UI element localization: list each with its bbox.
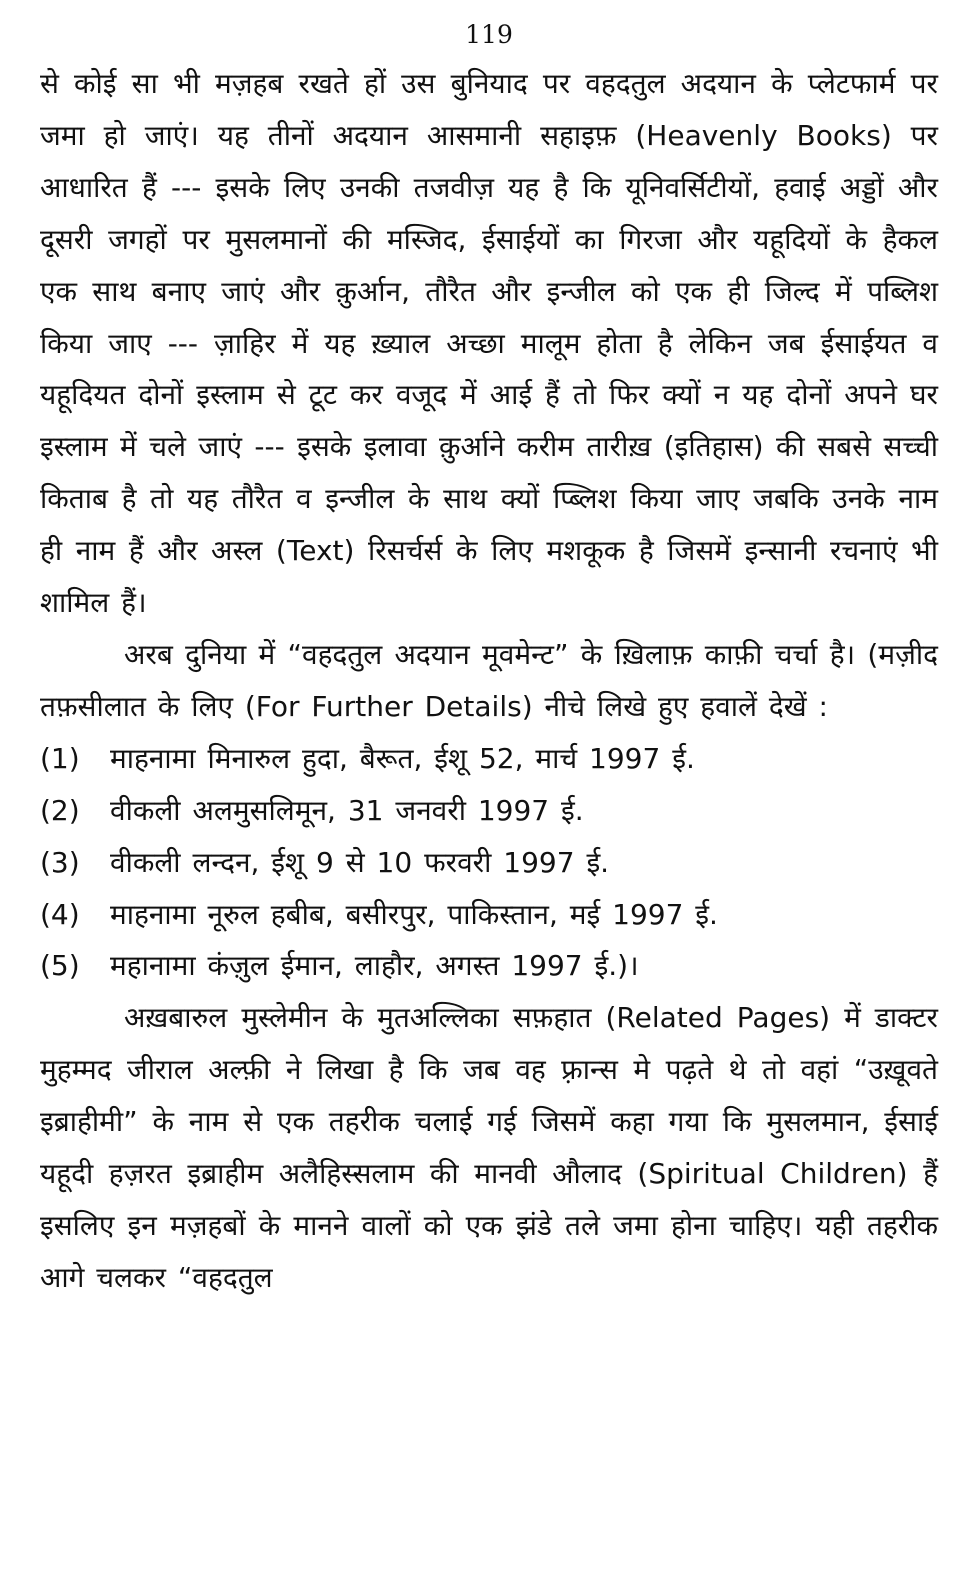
reference-item [40,785,938,837]
reference-item [40,940,938,992]
reference-item [40,837,938,889]
reference-number: (2) [40,793,80,827]
reference-text: वीकली अलमुसलिमून, 31 जनवरी 1997 ई. [110,793,584,827]
reference-text: माहनामा नूरुल हबीब, बसीरपुर, पाकिस्तान, मई 1997 ई. [110,897,718,931]
paragraph-arab-world: अरब दुनिया में “वहदतुल अदयान मूवमेन्ट” के ख़िलाफ़ काफ़ी चर्चा है। (मज़ीद तफ़सीलात के लिए (For Further Details) नीचे लिखे हुए हवालें देखें : [40,637,938,723]
page-number: 119 [465,20,513,49]
reference-number: (4) [40,897,80,931]
reference-list [40,733,938,993]
reference-number: (5) [40,949,80,983]
reference-item [40,733,938,785]
paragraph-akhbarul-muslimeen: अख़बारुल मुस्लेमीन के मुतअल्लिका सफ़हात (Related Pages) में डाक्टर मुहम्मद जीराल अल्फ़ी ने लिखा है कि जब वह फ़्रान्स मे पढ़ते थे तो वहां “उख़ूवते इब्राहीमी” के नाम से एक तहरीक चलाई गई जिसमें कहा गया कि मुसलमान, ईसाई यहूदी हज़रत इब्राहीम अलैहिस्सलाम की मानवी औलाद (Spiritual Children) हैं इसलिए इन मज़हबों के मानने वालों को एक झंडे तले जमा होना चाहिए। यही तहरीक आगे चलकर “वहदतुल [40,1001,938,1294]
reference-number: (1) [40,741,80,775]
reference-number: (3) [40,845,80,879]
paragraph-continuation: से कोई सा भी मज़हब रखते हों उस बुनियाद पर वहदतुल अदयान के प्लेटफार्म पर जमा हो जाएं। यह तीनों अदयान आसमानी सहाइफ़ (Heavenly Books) पर आधारित हैं --- इसके लिए उनकी तजवीज़ यह है कि यूनिवर्सिटीयों, हवाई अड्डों और दूसरी जगहों पर मुसलमानों की मस्जिद, ईसाईयों का गिरजा और यहूदियों के हैकल एक साथ बनाए जाएं और क़ुर्आन, तौरैत और इन्जील को एक ही जिल्द में पब्लिश किया जाए --- ज़ाहिर में यह ख़्याल अच्छा मालूम होता है लेकिन जब ईसाईयत व यहूदियत दोनों इस्लाम से टूट कर वजूद में आई हैं तो फिर क्यों न यह दोनों अपने घर इस्लाम में चले जाएं --- इसके इलावा क़ुर्आने करीम तारीख़ (इतिहास) की सबसे सच्ची किताब है तो यह तौरैत व इन्जील के साथ क्यों प्ब्लिश किया जाए जबकि उनके नाम ही नाम हैं और अस्ल (Text) रिसर्चर्स के लिए मशकूक है जिसमें इन्सानी रचनाएं भी शामिल हैं। [40,67,938,620]
reference-item [40,889,938,941]
reference-text: माहनामा मिनारुल हुदा, बैरूत, ईशू 52, मार्च 1997 ई. [110,741,695,775]
reference-text: महानामा कंज़ुल ईमान, लाहौर, अगस्त 1997 ई.)। [110,949,639,983]
reference-text: वीकली लन्दन, ईशू 9 से 10 फरवरी 1997 ई. [110,845,610,879]
